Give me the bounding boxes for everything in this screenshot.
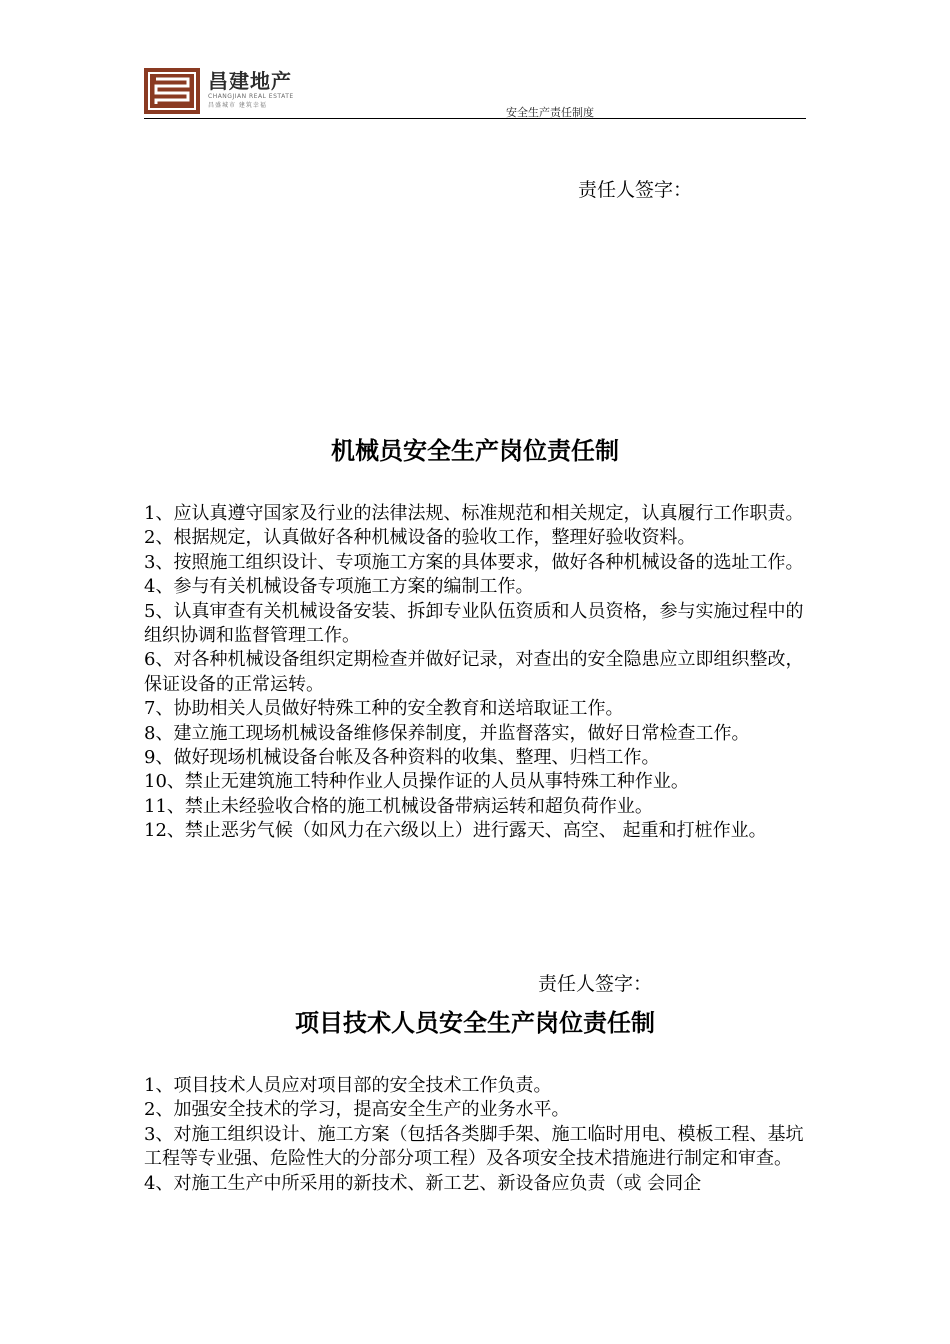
section2-title: 项目技术人员安全生产岗位责任制 [295,1009,655,1037]
list-item: 8、建立施工现场机械设备维修保养制度，并监督落实，做好日常检查工作。 [144,722,750,744]
list-item: 2、加强安全技术的学习，提高安全生产的业务水平。 [144,1099,570,1121]
logo-slogan: 昌盛城市 建筑幸福 [208,102,267,109]
signature-line-top: 责任人签字： [578,179,693,201]
company-logo-icon [144,68,200,114]
list-item: 12、禁止恶劣气候（如风力在六级以上）进行露天、高空、 起重和打桩作业。 [144,820,767,842]
list-item: 11、禁止未经验收合格的施工机械设备带病运转和超负荷作业。 [144,795,653,817]
list-item: 5、认真审查有关机械设备安装、拆卸专业队伍资质和人员资格，参与实施过程中的组织协调和监督管理工作。 [144,600,804,647]
list-item: 10、禁止无建筑施工特种作业人员操作证的人员从事特殊工种作业。 [144,771,689,793]
header-document-title: 安全生产责任制度 [506,106,594,119]
list-item: 3、按照施工组织设计、专项施工方案的具体要求，做好各种机械设备的选址工作。 [144,551,804,573]
list-item: 1、应认真遵守国家及行业的法律法规、标准规范和相关规定，认真履行工作职责。 [144,503,804,524]
list-item: 4、对施工生产中所采用的新技术、新工艺、新设备应负责（或 会同企 [144,1172,702,1194]
logo-wordmark [208,70,294,111]
list-item: 7、协助相关人员做好特殊工种的安全教育和送培取证工作。 [144,698,624,720]
logo-english-name: CHANGJIAN REAL ESTATE [208,93,294,100]
list-item: 3、对施工组织设计、施工方案（包括各类脚手架、施工临时用电、模板工程、基坑工程等专业强、危险性大的分部分项工程）及各项安全技术措施进行制定和审查。 [144,1123,804,1170]
section2-body [144,1074,806,1196]
logo-chinese-name: 昌建地产 [208,69,292,93]
page-header [144,66,806,122]
list-item: 2、根据规定，认真做好各种机械设备的验收工作，整理好验收资料。 [144,527,696,549]
list-item: 6、对各种机械设备组织定期检查并做好记录，对查出的安全隐患应立即组织整改，保证设备的正常运转。 [144,649,804,695]
list-item: 9、做好现场机械设备台帐及各种资料的收集、整理、归档工作。 [144,747,660,769]
section1-signature: 责任人签字： [538,973,653,995]
section1-body [144,502,806,844]
header-divider [144,118,806,119]
section1-title: 机械员安全生产岗位责任制 [331,437,619,465]
list-item: 1、项目技术人员应对项目部的安全技术工作负责。 [144,1075,552,1096]
list-item: 4、参与有关机械设备专项施工方案的编制工作。 [144,576,534,598]
